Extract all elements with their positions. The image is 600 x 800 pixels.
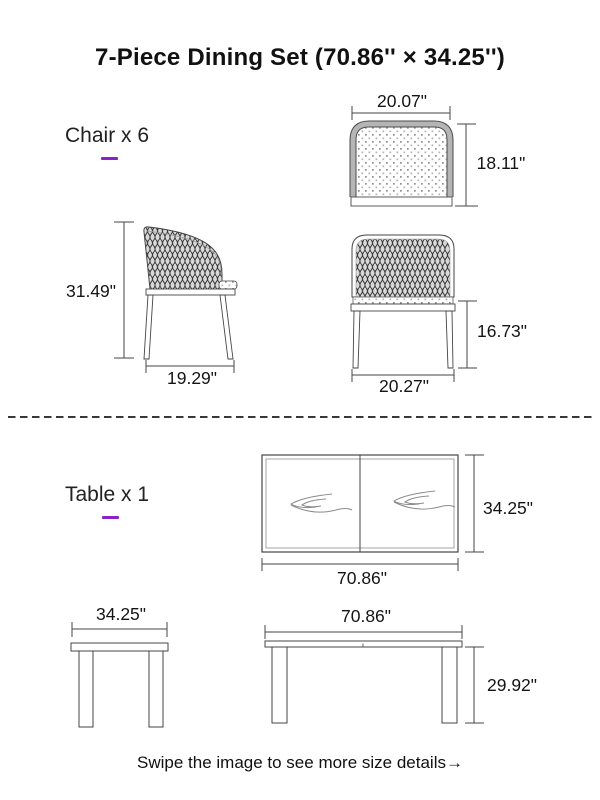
dim-chair-seat-height: 16.73" bbox=[476, 321, 528, 341]
table-side-view bbox=[71, 622, 168, 727]
dim-chair-top-width: 20.07" bbox=[376, 91, 428, 111]
dim-table-top-width: 34.25" bbox=[482, 498, 534, 518]
chair-front-view bbox=[351, 235, 477, 382]
dim-table-front-length: 70.86" bbox=[340, 606, 392, 626]
chair-side-view bbox=[114, 222, 237, 373]
dim-chair-top-depth: 18.11" bbox=[476, 153, 526, 173]
swipe-hint-text: Swipe the image to see more size details→ bbox=[137, 753, 463, 772]
dim-table-top-length: 70.86" bbox=[336, 568, 388, 588]
table-front-view bbox=[265, 625, 484, 723]
dim-table-height: 29.92" bbox=[486, 675, 538, 695]
dim-chair-depth: 19.29" bbox=[166, 368, 218, 388]
chair-top-view bbox=[351, 106, 478, 206]
dim-chair-height: 31.49" bbox=[65, 281, 117, 301]
page-title: 7-Piece Dining Set (70.86'' × 34.25'') bbox=[95, 44, 505, 71]
dim-table-side-width: 34.25" bbox=[95, 604, 147, 624]
table-section-label: Table x 1 bbox=[65, 483, 150, 506]
dim-chair-width: 20.27" bbox=[378, 376, 430, 396]
chair-section-label: Chair x 6 bbox=[65, 124, 150, 147]
table-top-view bbox=[262, 455, 484, 571]
